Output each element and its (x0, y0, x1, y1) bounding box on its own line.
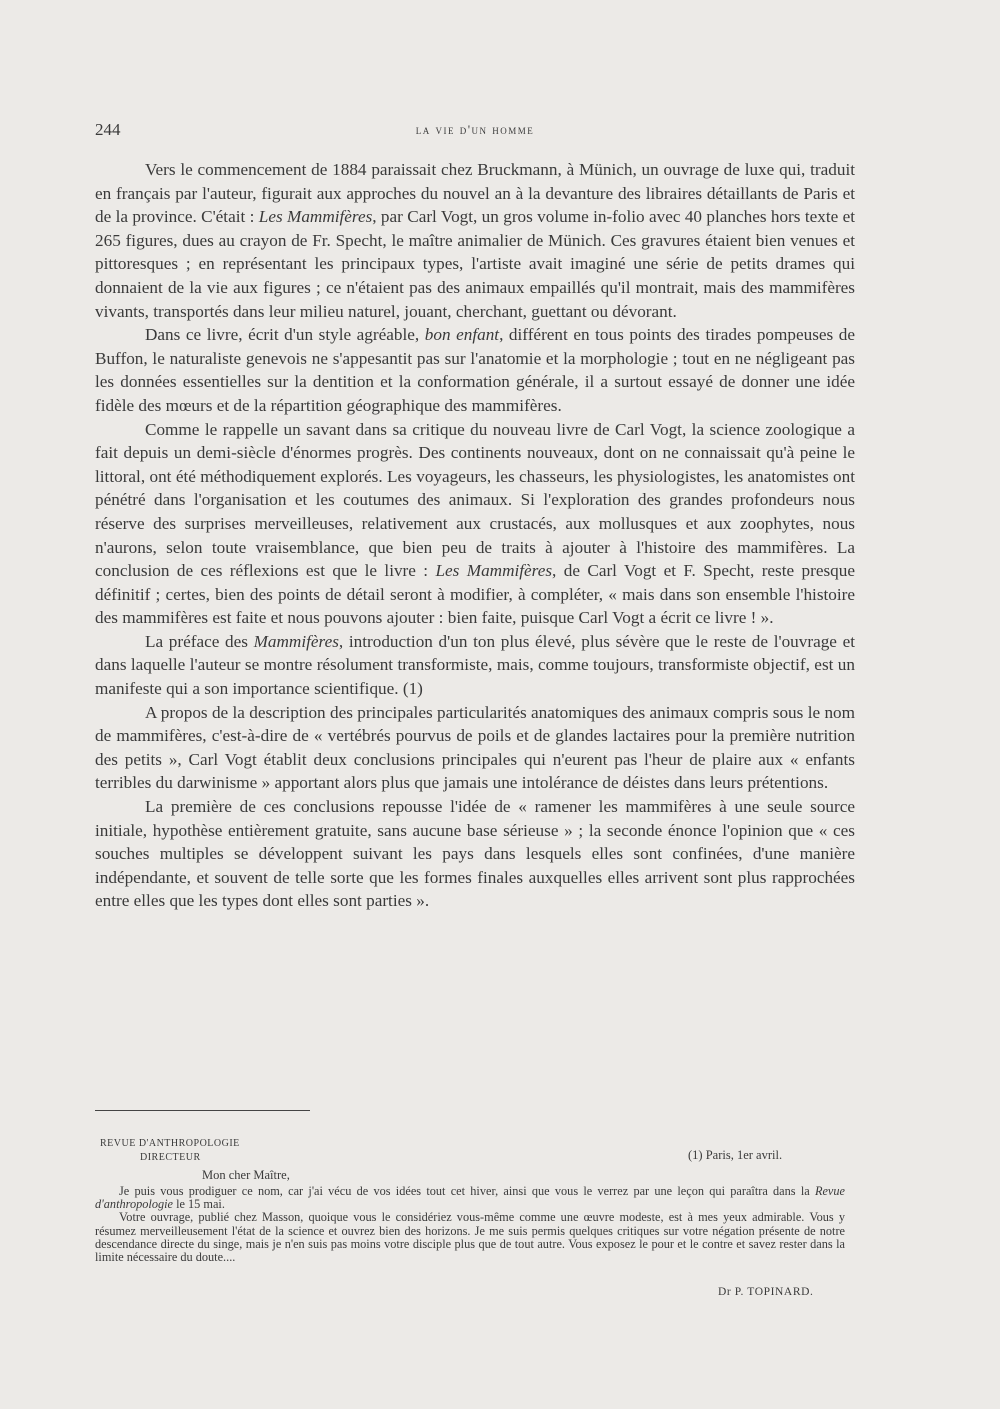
book-title: Les Mammifères (258, 207, 373, 227)
paragraph: La première de ces conclusions repousse l'idée de « ramener les mammifères à une seule source initiale, hypothèse entièrement gratuite, sans aucune base sérieuse » ; la seconde énonce l'opinion que « ces souches multiples se développent suivant les pays dans lesquels elles sont confinées, d'une manière indépendante, et souvent de telle sorte que les formes finales auxquelles elles arrivent sont plus rapprochées entre elles que les types dont elles sont parties ». (95, 797, 855, 911)
paragraph-text: , introduction d'un ton plus élevé, plus sévère que le reste de l'ouvrage et dans laquelle l'auteur se montre résolument transformiste, mais, comme toujours, transformiste objectif, est un manifeste qui a son importance scientifique. (1) (95, 631, 855, 699)
paragraph (95, 158, 855, 323)
paragraph-text: Dans ce livre, écrit d'un style agréable, (145, 325, 425, 345)
letter-paragraph (95, 1185, 845, 1211)
paragraph-text: , différent en tous points des tirades pompeuses de Buffon, le naturaliste genevois ne s'appesantit pas sur l'anatomie et la morphologie ; tout en ne négligeant pas les données essentielles sur la dentition et la conformation générale, il a surtout essayé de donner une idée fidèle des mœurs et de la répartition géographique des mammifères. (95, 325, 855, 415)
letter-text: Je puis vous prodiguer ce nom, car j'ai vécu de vos idées tout cet hiver, ainsi que vous le verrez par une leçon qui paraîtra dans la (119, 1184, 815, 1198)
paragraph-text: , par Carl Vogt, un gros volume in-folio avec 40 planches hors texte et 265 figures, dues au crayon de Fr. Specht, le maître animalier de Münich. Ces gravures étaient bien venues et pittoresques ; en représentant les principaux types, l'artiste avait imaginé une série de petits drames qui donnaient de la vie aux figures ; ce n'étaient pas des animaux empaillés qu'il montrait, mais des mammifères vivants, transportés dans leur milieu naturel, jouant, cherchant, guettant ou dévorant. (95, 207, 855, 321)
paragraph-text: La préface des (145, 631, 254, 651)
letter-body (95, 1185, 845, 1264)
paragraph-text: Comme le rappelle un savant dans sa critique du nouveau livre de Carl Vogt, la science zoologique a fait depuis un demi-siècle d'énormes progrès. Des continents nouveaux, dont on ne connaissait qu'à peine le littoral, ont été méthodiquement explorés. Les voyageurs, les chasseurs, les physiologistes, les anatomistes ont pénétré dans l'organisation et les coutumes des animaux. Si l'exploration des grandes profondeurs nous réserve des surprises merveilleuses, relativement aux crustacés, aux mollusques et aux zoophytes, nous n'aurons, selon toute vraisemblance, que bien peu de traits à ajouter à l'histoire des mammifères. La conclusion de ces réflexions est que le livre : (95, 419, 855, 581)
paragraph (95, 418, 855, 630)
paragraph-text: Vers le commencement de 1884 paraissait chez Bruckmann, à Münich, un ouvrage de luxe qui, traduit en français par l'auteur, figurait aux approches du nouvel an à la devanture des libraires détaillants de Paris et de la province. C'était : (95, 160, 855, 227)
paragraph (95, 323, 855, 417)
letter-paragraph: Votre ouvrage, publié chez Masson, quoique vous le considériez vous-même comme une œuvre modeste, est à mes yeux admirable. Vous y résumez merveilleusement l'état de la science et ouvrez bien des horizons. Je me suis permis quelques critiques sur votre négation présente de notre descendance directe du singe, mais je n'en suis pas moins votre disciple plus que de tout autre. Vous exposez le pour et le contre et savez rester dans la limite nécessaire du doute.... (95, 1210, 845, 1265)
footnote-separator (95, 1110, 310, 1111)
footnote-reference: (1) Paris, 1er avril. (688, 1148, 783, 1162)
body-text (95, 158, 855, 913)
journal-title: Revue d'anthropologie (95, 1184, 845, 1212)
letterhead-subtitle: DIRECTEUR (140, 1152, 201, 1163)
paragraph: A propos de la description des principales particularités anatomiques des animaux compris sous le nom de mammifères, c'est-à-dire de « vertébrés pourvus de poils et de glandes lactaires pour la première nutrition des petits », Carl Vogt établit deux conclusions principales qui n'eurent pas l'heur de plaire aux « enfants terribles du darwinisme » apportant alors plus que jamais une intolérance de déistes dans leurs prétentions. (95, 702, 855, 793)
letter-signature: Dr P. TOPINARD. (718, 1286, 814, 1298)
book-title: Mammifères (253, 631, 339, 651)
letterhead (100, 1137, 240, 1165)
paragraph-text: , de Carl Vogt et F. Specht, reste presque définitif ; certes, bien des points de détail seront à modifier, à compléter, « mais dans son ensemble l'histoire des mammifères est faite et nous pouvons ajouter : bien faite, puisque Carl Vogt a écrit ce livre ! ». (95, 561, 855, 628)
page-number: 244 (95, 120, 121, 139)
book-title: Les Mammifères (435, 561, 553, 581)
letter-greeting: Mon cher Maître, (202, 1168, 290, 1182)
running-title: la vie d'un homme (415, 122, 535, 137)
paragraph (95, 630, 855, 701)
italic-phrase: bon enfant (424, 325, 500, 345)
letter-text: le 15 mai. (173, 1197, 225, 1212)
page-header (95, 120, 855, 144)
letterhead-title: REVUE D'ANTHROPOLOGIE (100, 1138, 240, 1149)
